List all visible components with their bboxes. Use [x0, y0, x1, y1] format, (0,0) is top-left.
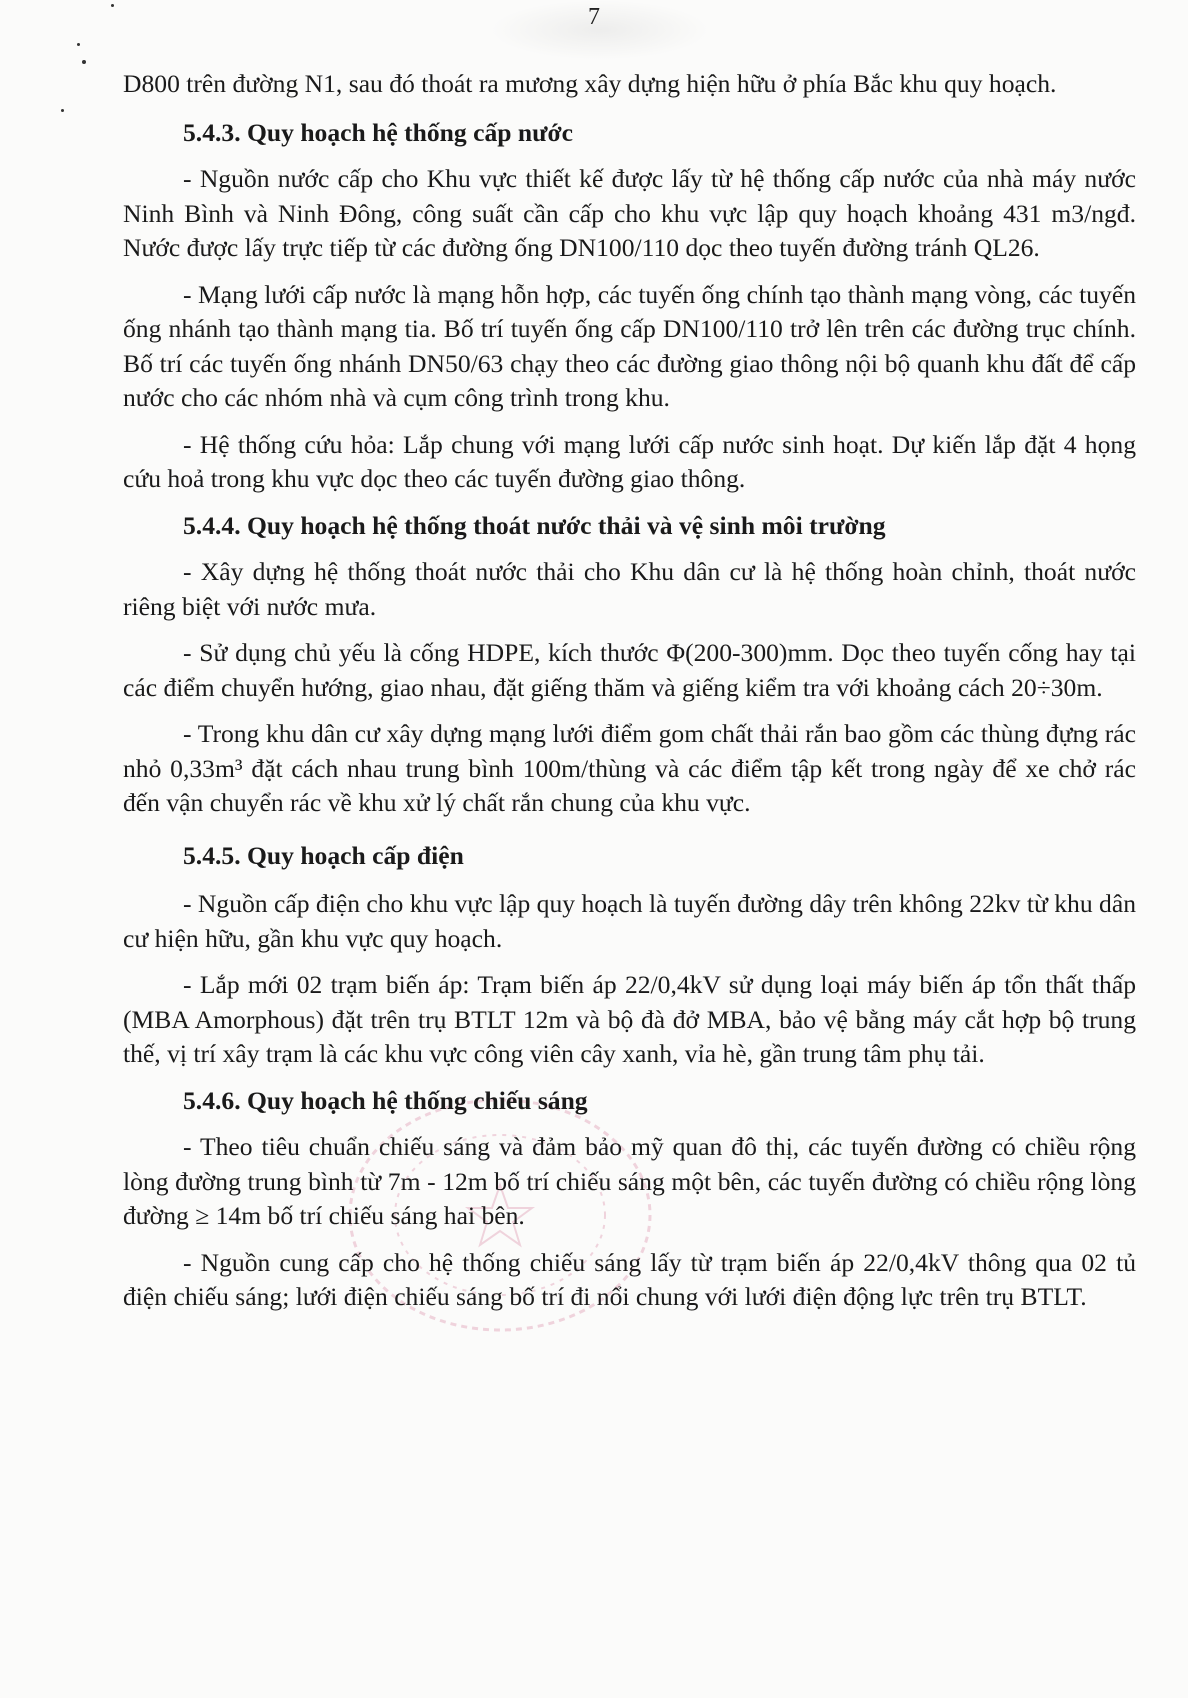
paragraph: - Lắp mới 02 trạm biến áp: Trạm biến áp 22/0,4kV sử dụng loại máy biến áp tổn thất thấp (MBA Amorphous) đặt trên trụ BTLT 12m và bộ đà đở MBA, bảo vệ bằng máy cắt hợp bộ trung thế, vị trí xây trạm là các khu vực công viên cây xanh, vỉa hè, gần trung tâm phụ tải. [123, 970, 1136, 1068]
paragraph: - Nguồn cung cấp cho hệ thống chiếu sáng lấy từ trạm biến áp 22/0,4kV thông qua 02 tủ điện chiếu sáng; lưới điện chiếu sáng bố trí đi nổi chung với lưới điện động lực trên trụ BTLT. [123, 1247, 1136, 1311]
section-heading-5-4-5: 5.4.5. Quy hoạch cấp điện [183, 840, 464, 870]
paragraph: - Nguồn cấp điện cho khu vực lập quy hoạch là tuyến đường dây trên không 22kv từ khu dân cư hiện hữu, gần khu vực quy hoạch. [123, 889, 1136, 953]
scan-speck [77, 43, 80, 46]
section-heading-5-4-4: 5.4.4. Quy hoạch hệ thống thoát nước thải và vệ sinh môi trường [183, 510, 886, 540]
page-number: 7 [588, 4, 600, 30]
document-body [123, 67, 1136, 1327]
paragraph: - Xây dựng hệ thống thoát nước thải cho Khu dân cư là hệ thống hoàn chỉnh, thoát nước riêng biệt với nước mưa. [123, 557, 1136, 621]
scan-speck [82, 60, 86, 64]
paragraph: D800 trên đường N1, sau đó thoát ra mương xây dựng hiện hữu ở phía Bắc khu quy hoạch. [123, 69, 1057, 98]
scan-speck [111, 4, 114, 7]
section-heading-5-4-6: 5.4.6. Quy hoạch hệ thống chiếu sáng [183, 1085, 588, 1115]
paragraph: - Mạng lưới cấp nước là mạng hỗn hợp, các tuyến ống chính tạo thành mạng vòng, các tuyến ống nhánh tạo thành mạng tia. Bố trí tuyến ống cấp DN100/110 trở lên trên các đường trục chính. Bố trí các tuyến ống nhánh DN50/63 chạy theo các đường giao thông nội bộ quanh khu đất để cấp nước cho các nhóm nhà và cụm công trình trong khu. [123, 279, 1136, 412]
paragraph: - Hệ thống cứu hỏa: Lắp chung với mạng lưới cấp nước sinh hoạt. Dự kiến lắp đặt 4 họng cứu hoả trong khu vực dọc theo các tuyến đường giao thông. [123, 429, 1136, 493]
paragraph: - Theo tiêu chuẩn chiếu sáng và đảm bảo mỹ quan đô thị, các tuyến đường có chiều rộng lòng đường trung bình từ 7m - 12m bố trí chiếu sáng một bên, các tuyến đường có chiều rộng lòng đường ≥ 14m bố trí chiếu sáng hai bên. [123, 1132, 1136, 1230]
paragraph: - Nguồn nước cấp cho Khu vực thiết kế được lấy từ hệ thống cấp nước của nhà máy nước Ninh Bình và Ninh Đông, công suất cần cấp cho khu vực lập quy hoạch khoảng 431 m3/ngđ. Nước được lấy trực tiếp từ các đường ống DN100/110 dọc theo tuyến đường tránh QL26. [123, 164, 1136, 262]
paragraph: - Trong khu dân cư xây dựng mạng lưới điểm gom chất thải rắn bao gồm các thùng đựng rác nhỏ 0,33m³ đặt cách nhau trung bình 100m/thùng và các điểm tập kết trong ngày để xe chở rác đến vận chuyển rác về khu xử lý chất rắn chung của khu vực. [123, 719, 1136, 817]
section-heading-5-4-3: 5.4.3. Quy hoạch hệ thống cấp nước [183, 117, 574, 147]
scan-speck [61, 109, 64, 112]
paragraph: - Sử dụng chủ yếu là cống HDPE, kích thước Φ(200-300)mm. Dọc theo tuyến cống hay tại các điểm chuyển hướng, giao nhau, đặt giếng thăm và giếng kiểm tra với khoảng cách 20÷30m. [123, 638, 1136, 702]
